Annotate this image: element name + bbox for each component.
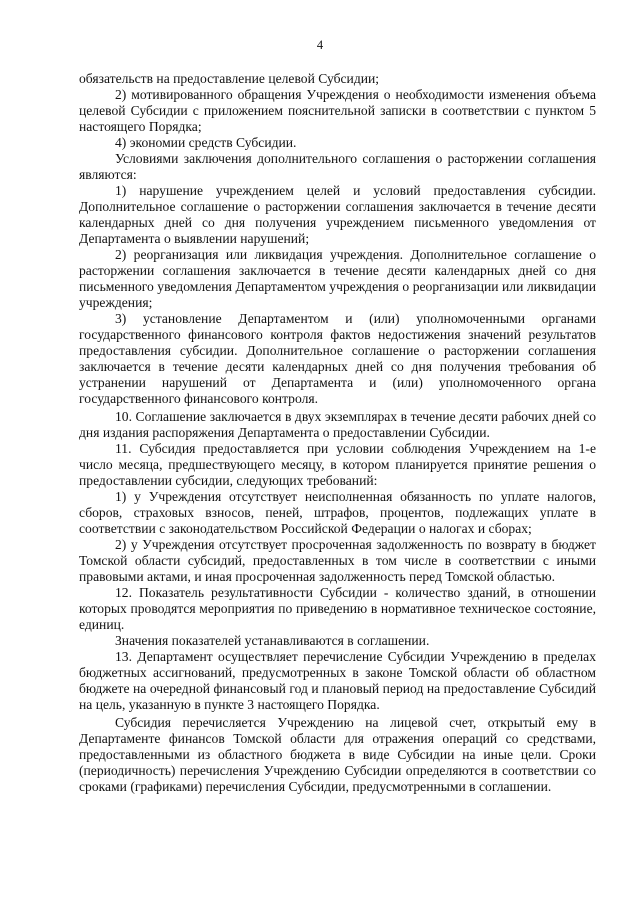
paragraph-indicator-values: Значения показателей устанавливаются в соглашении. <box>115 633 430 648</box>
paragraph-subsidy-transfer: Субсидия перечисляется Учреждению на лицевой счет, открытый ему в Департаменте финансов Томской области для отражения операций со средствами, предоставленными из областного бюджета в виде Субсидии на иные цели. Сроки (периодичность) перечисления Учреждению Субсидии определяются в соответствии со сроками (графиками) перечисления Субсидии, предусмотренными в соглашении. <box>79 715 596 794</box>
paragraph-item-4-savings: 4) экономии средств Субсидии. <box>115 135 297 150</box>
paragraph-termination-conditions: Условиями заключения дополнительного соглашения о расторжении соглашения являются: <box>79 151 596 182</box>
page-number: 4 <box>316 38 324 52</box>
paragraph-clause-13: 13. Департамент осуществляет перечисление Субсидии Учреждению в пределах бюджетных ассигнований, предусмотренных в законе Томской области об областном бюджете на очередной финансовый год и плановый период на предоставление Субсидий на цель, указанную в пункте 3 настоящего Порядка. <box>79 649 596 712</box>
paragraph-clause-10: 10. Соглашение заключается в двух экземплярах в течение десяти рабочих дней со дня издания распоряжения Департамента о предоставлении Субсидии. <box>79 409 596 440</box>
paragraph-termination-item-2: 2) реорганизация или ликвидация учреждения. Дополнительное соглашение о расторжении соглашения заключается в течение десяти календарных дней со дня письменного уведомления Департаментом учреждения о реорганизации или ликвидации учреждения; <box>79 247 596 310</box>
document-body <box>79 71 596 795</box>
paragraph-clause-11-item-2: 2) у Учреждения отсутствует просроченная задолженность по возврату в бюджет Томской области субсидий, предоставленных в том числе в соответствии с иными правовыми актами, и иная просроченная задолженность перед Томской областью. <box>79 537 596 584</box>
paragraph-item-2-motivated-request: 2) мотивированного обращения Учреждения о необходимости изменения объема целевой Субсидии с приложением пояснительной записки в соответствии с пунктом 5 настоящего Порядка; <box>79 87 596 134</box>
paragraph-termination-item-1: 1) нарушение учреждением целей и условий предоставления субсидии. Дополнительное соглашение о расторжении соглашения заключается в течение десяти календарных дней со дня получения учреждением письменного уведомления от Департамента о выявлении нарушений; <box>79 183 596 246</box>
paragraph-obligations-end: обязательств на предоставление целевой Субсидии; <box>79 71 380 86</box>
paragraph-clause-12: 12. Показатель результативности Субсидии - количество зданий, в отношении которых проводятся мероприятия по приведению в нормативное техническое состояние, единиц. <box>79 585 596 632</box>
paragraph-clause-11: 11. Субсидия предоставляется при условии соблюдения Учреждением на 1-е число месяца, предшествующего месяцу, в котором планируется принятие решения о предоставлении субсидии, следующих требований: <box>79 441 596 488</box>
paragraph-clause-11-item-1: 1) у Учреждения отсутствует неисполненная обязанность по уплате налогов, сборов, страховых взносов, пеней, штрафов, процентов, подлежащих уплате в соответствии с законодательством Российской Федерации о налогах и сборах; <box>79 489 596 536</box>
paragraph-termination-item-3: 3) установление Департаментом и (или) уполномоченными органами государственного финансового контроля фактов недостижения значений результатов предоставления субсидии. Дополнительное соглашение о расторжении соглашения заключается в течение десяти календарных дней со дня получения требования об устранении нарушений от Департамента и (или) уполномоченного органа государственного финансового контроля. <box>79 311 596 406</box>
